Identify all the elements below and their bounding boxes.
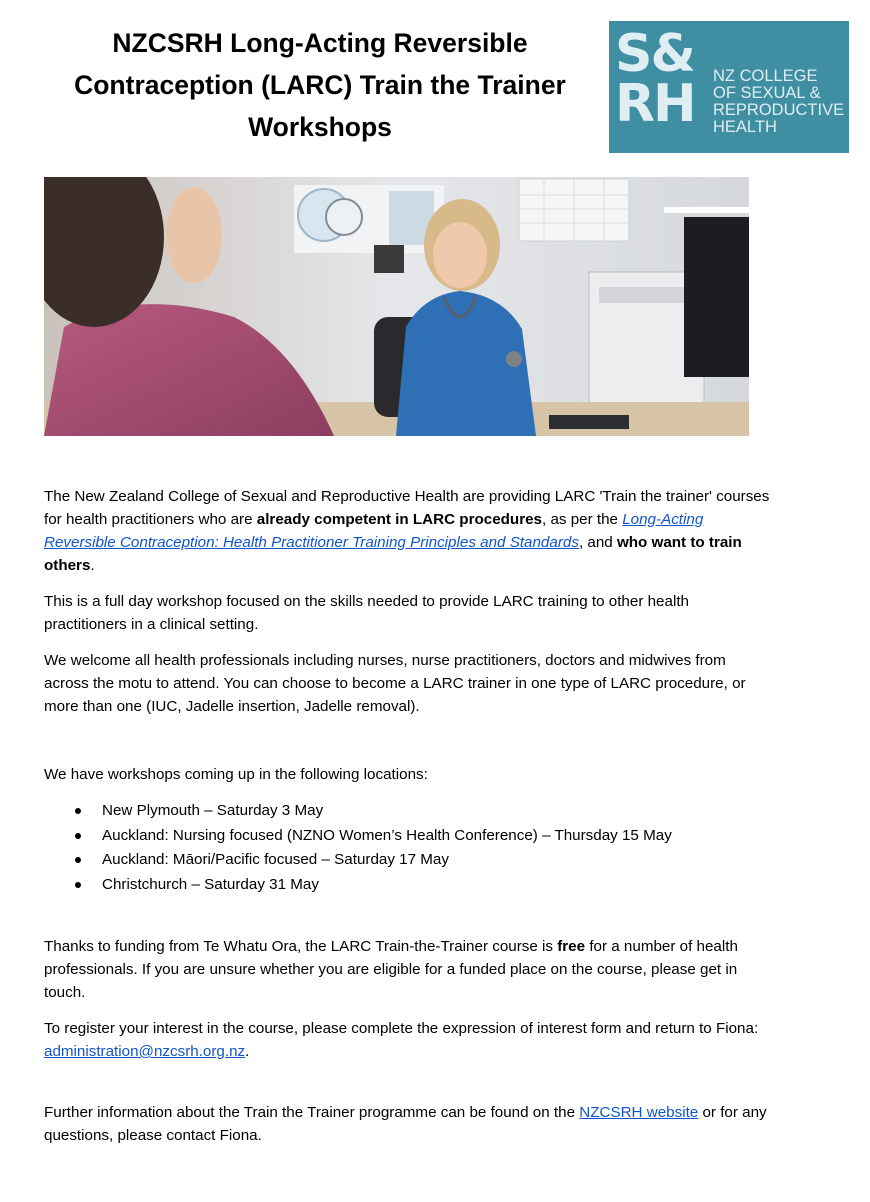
- bullet-icon: [75, 857, 81, 863]
- body-content: [44, 485, 774, 1160]
- workshop-description: This is a full day workshop focused on the skills needed to provide LARC training to other health practitioners in a clinical setting.: [44, 593, 689, 633]
- logo-org-name: NZ COLLEGE OF SEXUAL & REPRODUCTIVE HEALTH: [713, 67, 845, 136]
- training-standards-link[interactable]: Long-Acting Reversible Contraception: Health Practitioner Training Principles and Standards: [44, 511, 704, 551]
- logo-monogram: S& RH: [615, 24, 695, 134]
- bullet-icon: [75, 808, 81, 814]
- welcome-paragraph: We welcome all health professionals including nurses, nurse practitioners, doctors and midwives from across the motu to attend. You can choose to become a LARC trainer in one type of LARC procedure, or more than one (IUC, Jadelle insertion, Jadelle removal).: [44, 652, 746, 715]
- funding-paragraph: Thanks to funding from Te Whatu Ora, the LARC Train-the-Trainer course is free for a number of health professionals. If you are unsure whether you are eligible for a funded place on the course, please get in touch.: [44, 938, 738, 1001]
- list-item: Christchurch – Saturday 31 May: [44, 873, 774, 898]
- nzcsrh-website-link[interactable]: NZCSRH website: [579, 1104, 699, 1121]
- page-title: NZCSRH Long-Acting Reversible Contraception (LARC) Train the Trainer Workshops: [74, 28, 566, 142]
- further-info-paragraph: Further information about the Train the Trainer programme can be found on the NZCSRH website or for any questions, please contact Fiona.: [44, 1104, 767, 1144]
- list-item: Auckland: Māori/Pacific focused – Saturday 17 May: [44, 848, 774, 873]
- hero-photo: [44, 177, 749, 436]
- locations-list: [44, 799, 774, 897]
- list-item: Auckland: Nursing focused (NZNO Women’s Health Conference) – Thursday 15 May: [44, 824, 774, 849]
- nzcsrh-logo: [609, 21, 849, 153]
- email-link[interactable]: administration@nzcsrh.org.nz: [44, 1043, 246, 1060]
- locations-intro: We have workshops coming up in the following locations:: [44, 766, 428, 783]
- bullet-icon: [75, 882, 81, 888]
- register-paragraph: To register your interest in the course, please complete the expression of interest form and return to Fiona: administration@nzcsrh.org.nz.: [44, 1020, 759, 1060]
- intro-paragraph: The New Zealand College of Sexual and Reproductive Health are providing LARC 'Train the trainer' courses for health practitioners who are already competent in LARC procedures, as per the Long-Acting Reversible Contraception: Health Practitioner Training Principles and Standards, and who want to train others.: [44, 488, 770, 574]
- list-item: New Plymouth – Saturday 3 May: [44, 799, 774, 824]
- bullet-icon: [75, 833, 81, 839]
